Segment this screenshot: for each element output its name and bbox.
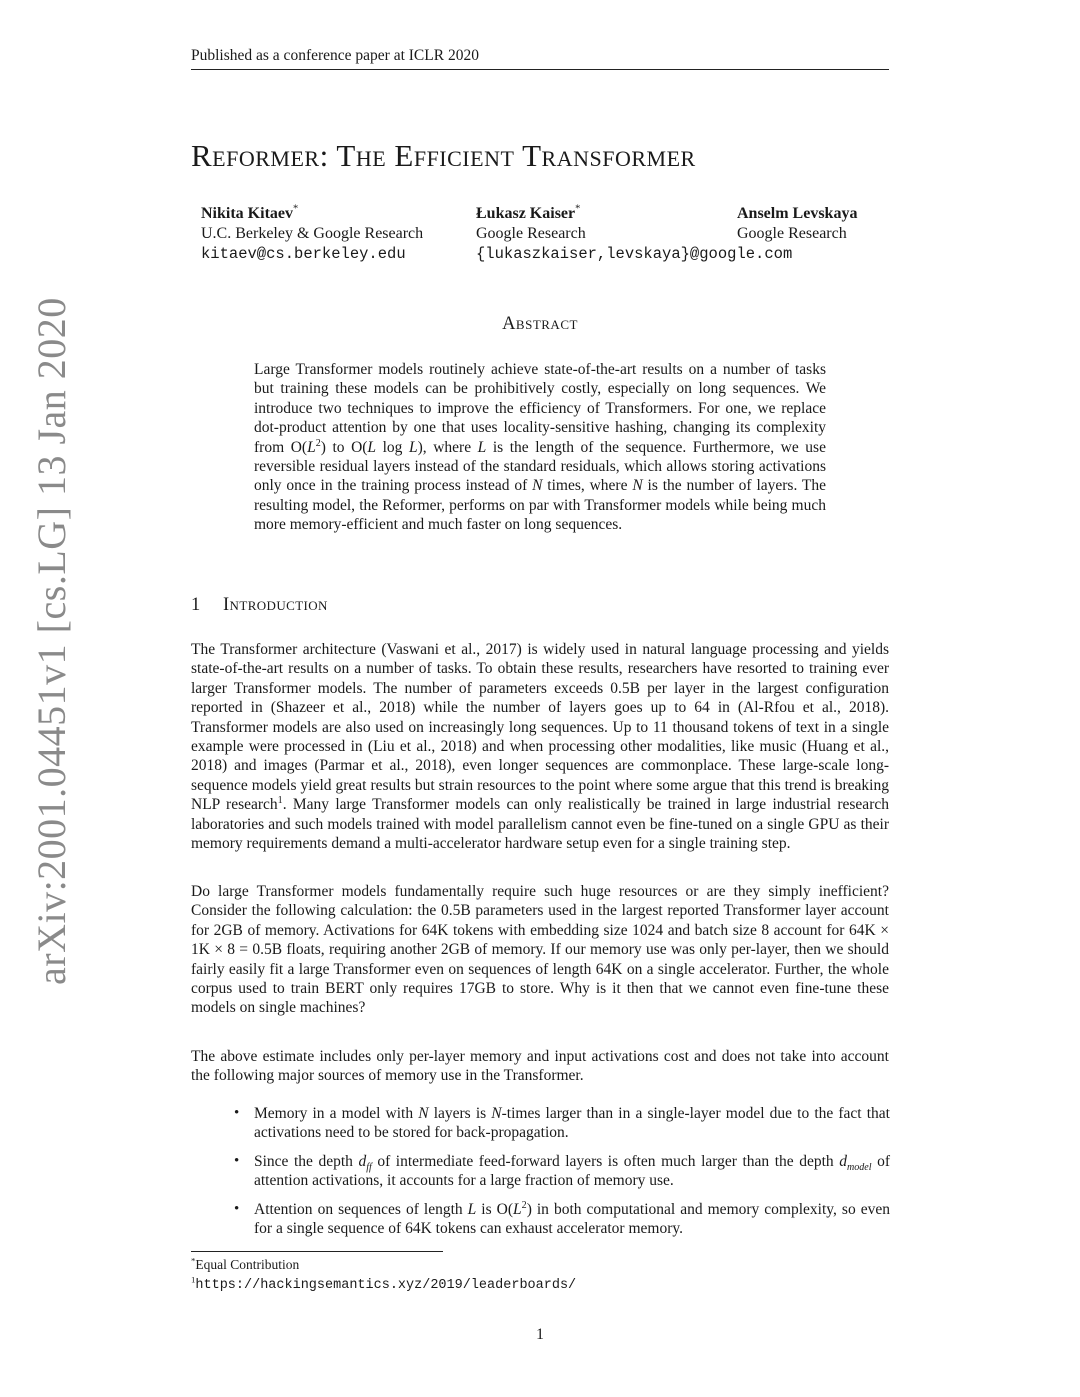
author-mark: * bbox=[293, 203, 299, 215]
footnote-divider bbox=[191, 1251, 443, 1252]
author-email[interactable]: {lukaszkaiser,levskaya}@google.com bbox=[476, 245, 793, 263]
author-affiliation: U.C. Berkeley & Google Research bbox=[201, 225, 424, 242]
bullet-icon: • bbox=[234, 1200, 240, 1217]
abstract-heading: Abstract bbox=[502, 314, 578, 334]
paragraph-1: The Transformer architecture (Vaswani et al., 2017) is widely used in natural language processing and yields state-of-the-art results on a number of tasks. To obtain these results, researchers have resorted to training ever larger Transformer models. The number of parameters exceeds 0.5B per layer in the largest configuration reported in (Shazeer et al., 2018) while the number of layers goes up to 64 in (Al-Rfou et al., 2018). Transformer models are also used on increasingly long sequences. Up to 11 thousand tokens of text in a single example were processed in (Liu et al., 2018) and when processing other modalities, like music (Huang et al., 2018) and images (Parmar et al., 2018), even longer sequences are commonplace. These large-scale long-sequence models yield great results but strain resources to the point where some argue that this trend is breaking NLP research$^1$. Many large Transformer models can only realistically be trained in large industrial research laboratories and such models trained with model parallelism cannot even be fine-tuned on a single GPU as their memory requirements demand a multi-accelerator hardware setup even for a single training step. bbox=[191, 641, 889, 853]
author-block-1 bbox=[201, 204, 423, 264]
page-number: 1 bbox=[536, 1326, 544, 1343]
author-name: Łukasz Kaiser bbox=[476, 205, 576, 222]
paragraph-3: The above estimate includes only per-layer memory and input activations cost and does not take into account the following major sources of memory use in the Transformer. bbox=[191, 1048, 889, 1085]
bullet-icon: • bbox=[234, 1105, 240, 1121]
list-item: • Memory in a model with N layers is N-times larger than in a single-layer model due to the fact that activations need to be stored for back-propagation. bbox=[234, 1105, 890, 1142]
author-block-3 bbox=[737, 204, 857, 244]
list-item: • Attention on sequences of length L is $O(L^2)$ in both computational and memory complexity, so even for a single sequence of 64K tokens can exhaust accelerator memory. bbox=[234, 1199, 890, 1238]
section-heading bbox=[191, 595, 328, 616]
author-mark: * bbox=[575, 203, 581, 215]
section-title: Introduction bbox=[223, 595, 328, 615]
author-affiliation: Google Research bbox=[476, 225, 586, 242]
bullet-icon: • bbox=[234, 1152, 240, 1169]
abstract-text: Large Transformer models routinely achieve state-of-the-art results on a number of tasks but training these models can be prohibitively costly, especially on long sequences. We introduce two techniques to improve the efficiency of Transformers. For one, we replace dot-product attention by one that uses locality-sensitive hashing, changing its complexity from $O(L^2)$ to O(L log L), where L is the length of the sequence. Furthermore, we use reversible residual layers instead of the standard residuals, which allows storing activations only once in the training process instead of N times, where N is the number of layers. The resulting model, the Reformer, performs on par with Transformer models while being much more memory-efficient and much faster on long sequences. bbox=[254, 361, 826, 534]
author-email[interactable]: kitaev@cs.berkeley.edu bbox=[201, 245, 406, 263]
footnote-2: $^1$https://hackingsemantics.xyz/2019/leaderboards/ bbox=[191, 1274, 577, 1293]
author-name: Anselm Levskaya bbox=[737, 205, 858, 222]
footnote-ref[interactable]: 1 bbox=[277, 795, 283, 807]
running-header: Published as a conference paper at ICLR 2020 bbox=[191, 47, 889, 70]
paragraph-2: Do large Transformer models fundamentally require such huge resources or are they simply inefficient? Consider the following calculation: the 0.5B parameters used in the largest reported Transformer layer account for 2GB of memory. Activations for 64K tokens with embedding size 1024 and batch size 8 account for 64K × 1K × 8 = 0.5B floats, requiring another 2GB of memory. If our memory use was only per-layer, then we should fairly easily fit a large Transformer even on sequences of length 64K on a single accelerator. Further, the whole corpus used to train BERT only requires 17GB to store. Why is it then that we cannot even fine-tune these models on single machines? bbox=[191, 883, 890, 1017]
author-affiliation: Google Research bbox=[737, 225, 847, 242]
list-item: • Since the depth $d_{ff}$ of intermediate feed-forward layers is often much larger than the depth $d_{model}$ of attention activations, it accounts for a large fraction of memory use. bbox=[234, 1152, 890, 1190]
footnotes bbox=[191, 1255, 576, 1295]
author-name: Nikita Kitaev bbox=[201, 205, 293, 222]
inline-equation: 64K × 1K × 8 = 0.5B bbox=[191, 921, 890, 959]
arxiv-stamp: arXiv:2001.04451v1 [cs.LG] 13 Jan 2020 bbox=[29, 297, 74, 985]
bullet-list bbox=[230, 1104, 890, 1247]
footnote-1: *Equal Contribution bbox=[191, 1255, 300, 1272]
paper-title: Reformer: The Efficient Transformer bbox=[191, 138, 696, 173]
footnote-link[interactable]: https://hackingsemantics.xyz/2019/leaderboards/ bbox=[195, 1278, 577, 1293]
section-number: 1 bbox=[191, 595, 201, 615]
